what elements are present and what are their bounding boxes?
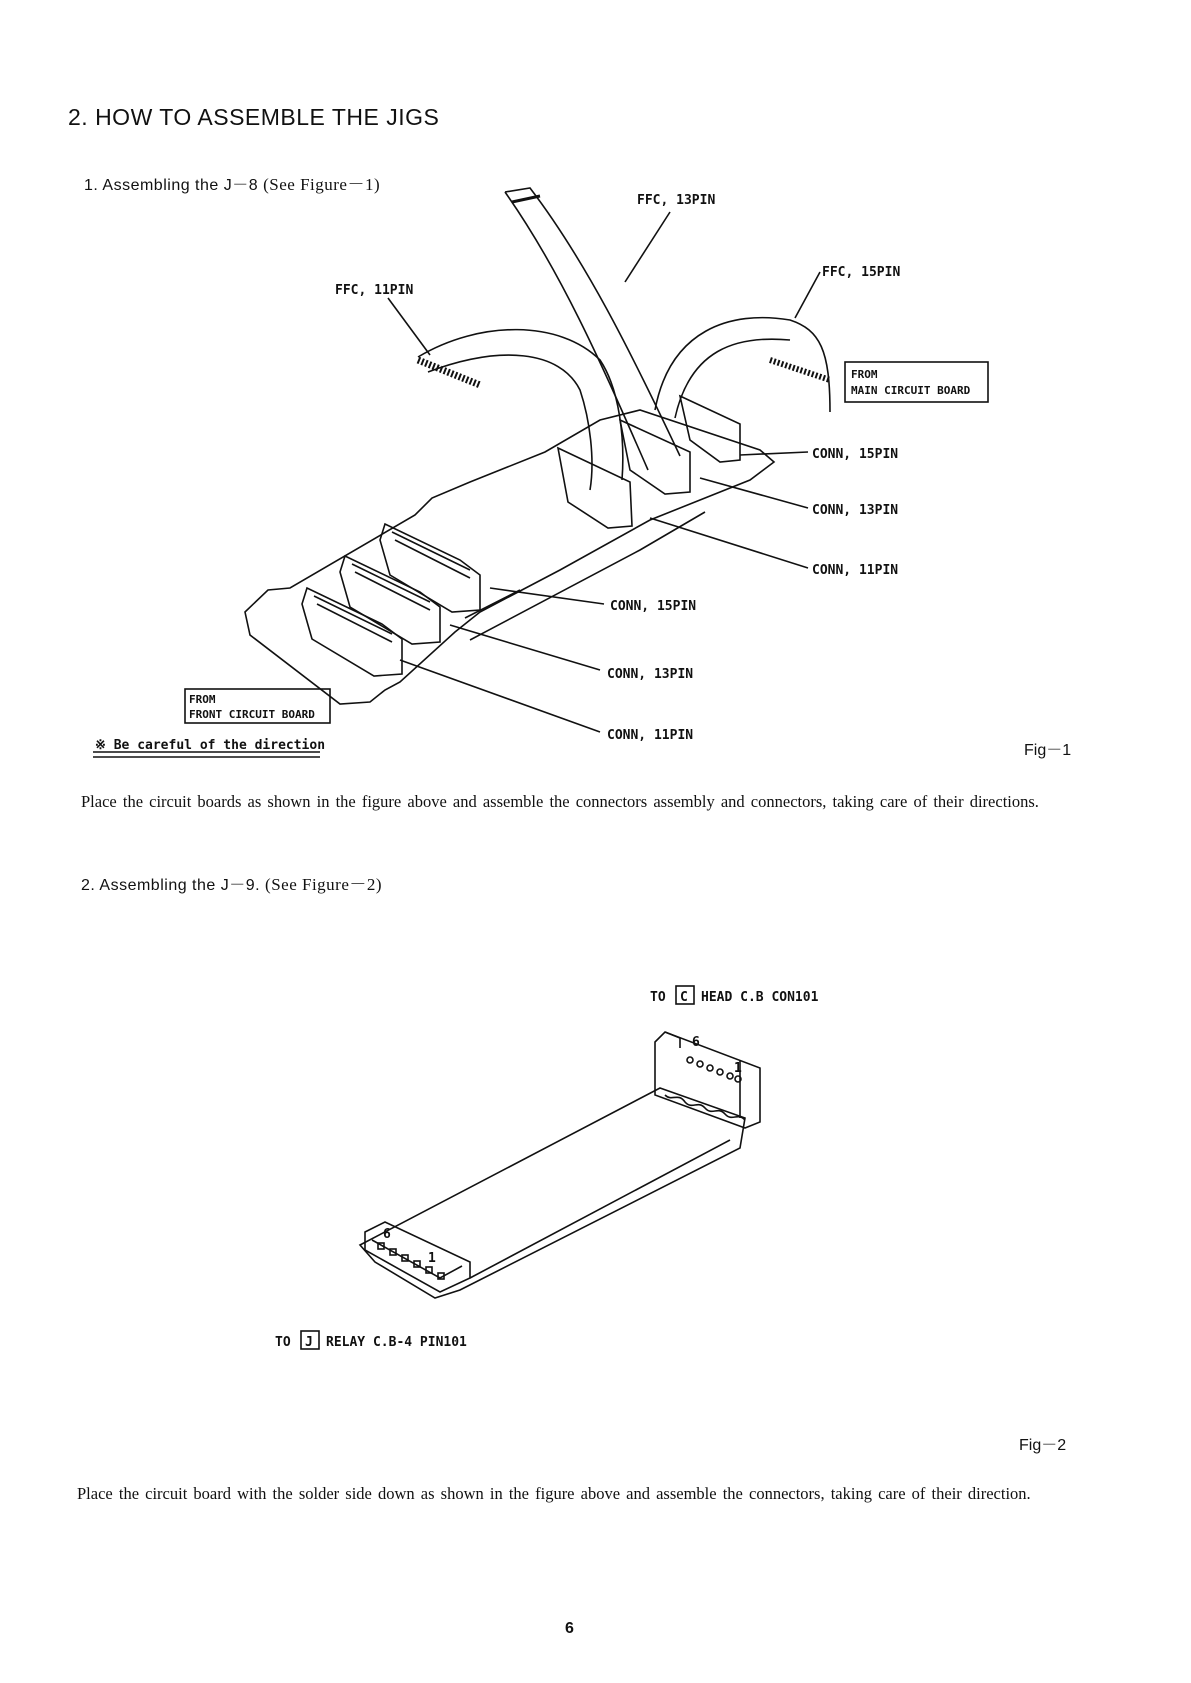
figure-2-diagram [0, 970, 1191, 1370]
leader-line [740, 452, 808, 455]
board-inner-line [470, 512, 705, 640]
paragraph-2: Place the circuit board with the solder side down as shown in the figure above and assemble the connectors, taking care of their direction. [77, 1484, 1031, 1503]
connector-11pin-lower [302, 588, 402, 676]
board-inner-line [465, 590, 520, 618]
label-to-top-prefix: TO [650, 990, 666, 1005]
section-heading: 2. HOW TO ASSEMBLE THE JIGS [68, 104, 440, 130]
label-ffc-13pin: FFC, 13PIN [637, 193, 716, 208]
step-2 [81, 870, 382, 895]
label-conn-13pin-top: CONN, 13PIN [812, 503, 899, 518]
leader-line [795, 272, 820, 318]
figure-2-caption: Fig－2 [1019, 1437, 1067, 1454]
step-2-figure-ref: (See Figure－2) [265, 875, 383, 894]
jig-board-edge [470, 1140, 730, 1278]
label-conn-15pin-bottom: CONN, 15PIN [610, 599, 697, 614]
label-from-front-1: FROM [189, 693, 216, 706]
label-from-main-2: MAIN CIRCUIT BOARD [851, 384, 971, 397]
connector-bottom [365, 1222, 470, 1292]
label-from-front-2: FRONT CIRCUIT BOARD [189, 708, 315, 721]
label-ffc-15pin: FFC, 15PIN [822, 265, 901, 280]
leader-line [388, 298, 430, 355]
connector-11pin-upper [558, 448, 632, 528]
label-from-main-1: FROM [851, 368, 878, 381]
figure-1-caption: Fig－1 [1024, 742, 1072, 759]
leader-line [625, 212, 670, 282]
ffc-cable-11pin [418, 330, 623, 490]
pin-1-bottom: 1 [428, 1251, 436, 1266]
label-to-top-box: C [680, 990, 688, 1005]
caution-note: ※ Be careful of the direction [95, 738, 326, 753]
label-ffc-11pin: FFC, 11PIN [335, 283, 414, 298]
leader-line [400, 660, 600, 732]
step-1-text: 1. Assembling the J－8 [84, 177, 259, 194]
label-conn-11pin-bottom: CONN, 11PIN [607, 728, 694, 743]
label-to-bottom-box: J [305, 1335, 313, 1350]
paragraph-1: Place the circuit boards as shown in the figure above and assemble the connectors assembly and connectors, taking care of their directions. [81, 792, 1039, 811]
label-to-top-rest: HEAD C.B CON101 [701, 990, 819, 1005]
label-to-bottom-prefix: TO [275, 1335, 291, 1350]
step-2-text: 2. Assembling the J－9. [81, 877, 261, 894]
ffc-cable-13pin [505, 188, 680, 470]
label-to-bottom-rest: RELAY C.B-4 PIN101 [326, 1335, 467, 1350]
label-conn-11pin-top: CONN, 11PIN [812, 563, 899, 578]
label-conn-13pin-bottom: CONN, 13PIN [607, 667, 694, 682]
circuit-board-outline [245, 410, 774, 704]
pin-1-top: 1 [734, 1061, 742, 1076]
pin-6-bottom: 6 [383, 1227, 391, 1242]
page-number: 6 [565, 1620, 574, 1637]
pin-6-top: 6 [692, 1035, 700, 1050]
figure-1-diagram [0, 180, 1191, 770]
connector-top [655, 1032, 760, 1128]
step-1-figure-ref: (See Figure－1) [263, 175, 381, 194]
leader-line [650, 518, 808, 568]
leader-line [450, 625, 600, 670]
label-conn-15pin-top: CONN, 15PIN [812, 447, 899, 462]
